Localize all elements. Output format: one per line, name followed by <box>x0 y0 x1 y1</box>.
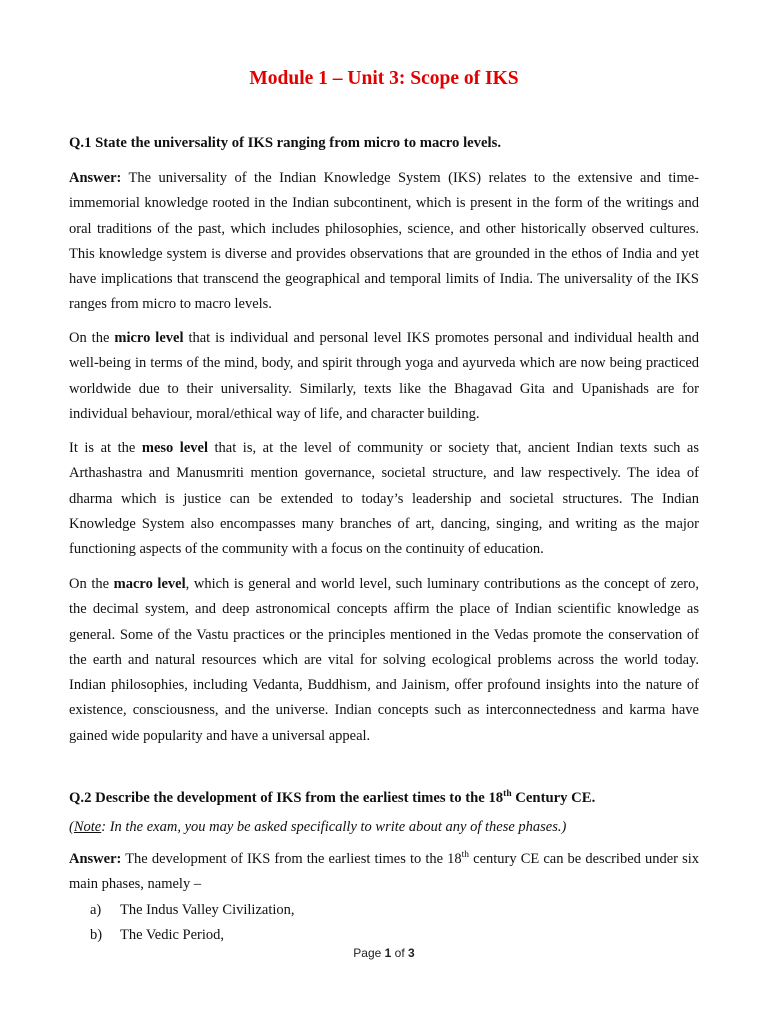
list-item-label: a) <box>90 902 102 918</box>
micro-level-paragraph <box>69 326 699 427</box>
note-text: : In the exam, you may be asked specifically to write about any of these phases.) <box>101 819 567 835</box>
macro-level-term: macro level <box>113 576 186 592</box>
list-item <box>69 898 699 923</box>
answer-2-intro <box>69 847 699 898</box>
meso-level-paragraph <box>69 436 699 562</box>
question-1: Q.1 State the universality of IKS ranging from micro to macro levels. <box>69 135 502 151</box>
phases-list <box>69 898 699 948</box>
question-2-text: Q.2 Describe the development of IKS from the earliest times to the 18 <box>69 790 504 806</box>
macro-level-text: , which is general and world level, such luminary contributions as the concept of zero, the decimal system, and deep astronomical concepts affirm the place of Indian scientific knowledge as general. Some of the Vastu practices or the principles mentioned in the Vedas promote the conservation of the earth and natural resources which are vital for solving ecological problems across the world today. Indian philosophies, including Vedanta, Buddhism, and Jainism, offer profound insights into the nature of existence, consciousness, and the universe. Indian concepts such as interconnectedness and karma have gained wide popularity and have a universal appeal. <box>69 576 700 744</box>
question-2-suffix: Century CE. <box>511 790 596 806</box>
question-2 <box>69 790 595 807</box>
exam-note <box>69 815 566 839</box>
answer-1-text: The universality of the Indian Knowledge System (IKS) relates to the extensive and time-immemorial knowledge rooted in the Indian subcontinent, which is present in the form of the writings and oral traditions of the past, which includes philosophies, science, and other historically observed cultures. This knowledge system is diverse and provides observations that are grounded in the ethos of India and yet have implications that transcend the geographical and temporal limits of India. The universality of the IKS ranges from micro to macro levels. <box>69 170 699 313</box>
answer-1-intro <box>69 166 699 318</box>
micro-level-term: micro level <box>114 330 184 346</box>
micro-level-text: that is individual and personal level IKS promotes personal and individual health and well-being in terms of the mind, body, and spirit through yoga and ayurveda which are now being practiced worldwide due to their universality. Similarly, texts like the Bhagavad Gita and Upanishads are for individual behaviour, moral/ethical way of life, and character building. <box>69 330 699 422</box>
macro-prefix: On the <box>69 576 114 592</box>
note-open-paren: ( <box>69 819 74 835</box>
macro-level-paragraph <box>69 572 699 749</box>
micro-prefix: On the <box>69 330 115 346</box>
answer-2-text-suffix: century CE can be described under six main phases, namely – <box>69 851 699 893</box>
answer-2-text: The development of IKS from the earliest times to the 18 <box>121 851 462 867</box>
superscript: th <box>461 850 470 861</box>
answer-label: Answer: <box>69 170 122 186</box>
page-total: 3 <box>408 946 415 960</box>
meso-level-text: that is, at the level of community or society that, ancient Indian texts such as Arthashastra and Manusmriti mention governance, societal structure, and law respectively. The idea of dharma which is justice can be extended to today’s leadership and societal structures. The Indian Knowledge System also encompasses many branches of art, dancing, singing, and writing as the major functioning aspects of the community with a focus on the continuity of education. <box>69 440 699 558</box>
page-word: Page <box>353 946 385 960</box>
list-item-text: The Indus Valley Civilization, <box>120 902 295 918</box>
meso-prefix: It is at the <box>69 440 142 456</box>
superscript: th <box>503 789 512 800</box>
note-label: Note <box>73 819 102 835</box>
page-number: 1 <box>384 946 392 960</box>
page-title: Module 1 – Unit 3: Scope of IKS <box>249 68 519 89</box>
list-item-text: The Vedic Period, <box>120 927 225 943</box>
of-word: of <box>391 946 409 960</box>
list-item-label: b) <box>90 927 103 943</box>
meso-level-term: meso level <box>141 440 208 456</box>
page-footer <box>0 946 768 960</box>
list-item <box>69 923 699 948</box>
answer-label: Answer: <box>69 851 122 867</box>
